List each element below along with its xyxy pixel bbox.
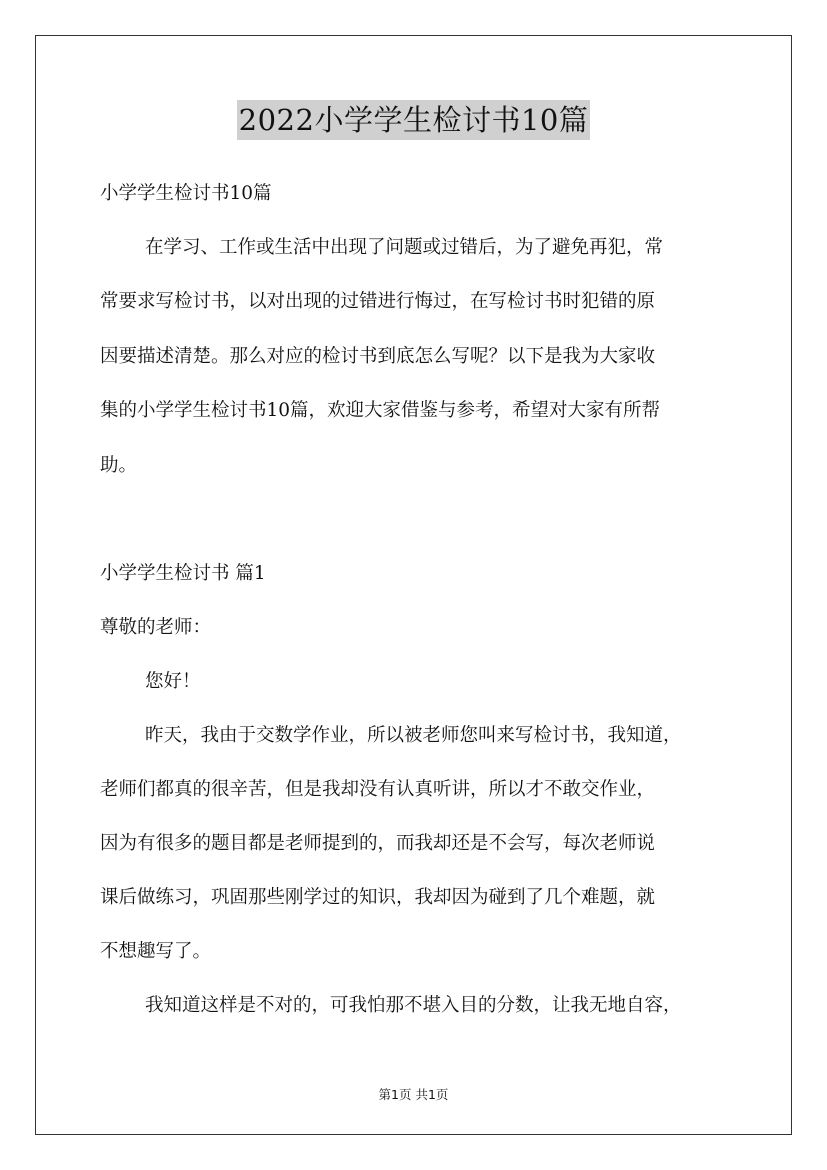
page-footer: 第1页 共1页 bbox=[378, 1087, 449, 1102]
body-line: 因为有很多的题目都是老师提到的，而我却还是不会写，每次老师说 bbox=[100, 833, 656, 854]
intro-line: 因要描述清楚。那么对应的检讨书到底怎么写呢？以下是我为大家收 bbox=[100, 346, 656, 367]
body-line: 课后做练习，巩固那些刚学过的知识，我却因为碰到了几个难题，就 bbox=[100, 887, 656, 908]
body-line: 我知道这样是不对的，可我怕那不堪入目的分数，让我无地自容， bbox=[145, 995, 682, 1016]
intro-line: 集的小学学生检讨书10篇，欢迎大家借鉴与参考，希望对大家有所帮 bbox=[100, 400, 661, 421]
body-line: 老师们都真的很辛苦，但是我却没有认真听讲，所以才不敢交作业， bbox=[100, 779, 656, 800]
section-heading: 小学学生检讨书 篇1 bbox=[100, 563, 266, 584]
body-line: 不想趣写了。 bbox=[100, 941, 212, 962]
intro-line: 常要求写检讨书，以对出现的过错进行悔过，在写检讨书时犯错的原 bbox=[100, 291, 656, 312]
intro-line: 助。 bbox=[100, 455, 138, 476]
greeting: 您好！ bbox=[145, 671, 201, 692]
document-title-text: 2022小学学生检讨书10篇 bbox=[237, 100, 591, 140]
document-title bbox=[0, 100, 827, 140]
salutation: 尊敬的老师： bbox=[100, 617, 212, 638]
body-line: 昨天，我由于交数学作业，所以被老师您叫来写检讨书，我知道， bbox=[145, 725, 682, 746]
subtitle: 小学学生检讨书10篇 bbox=[100, 183, 272, 204]
intro-line: 在学习、工作或生活中出现了问题或过错后，为了避免再犯，常 bbox=[145, 237, 664, 258]
